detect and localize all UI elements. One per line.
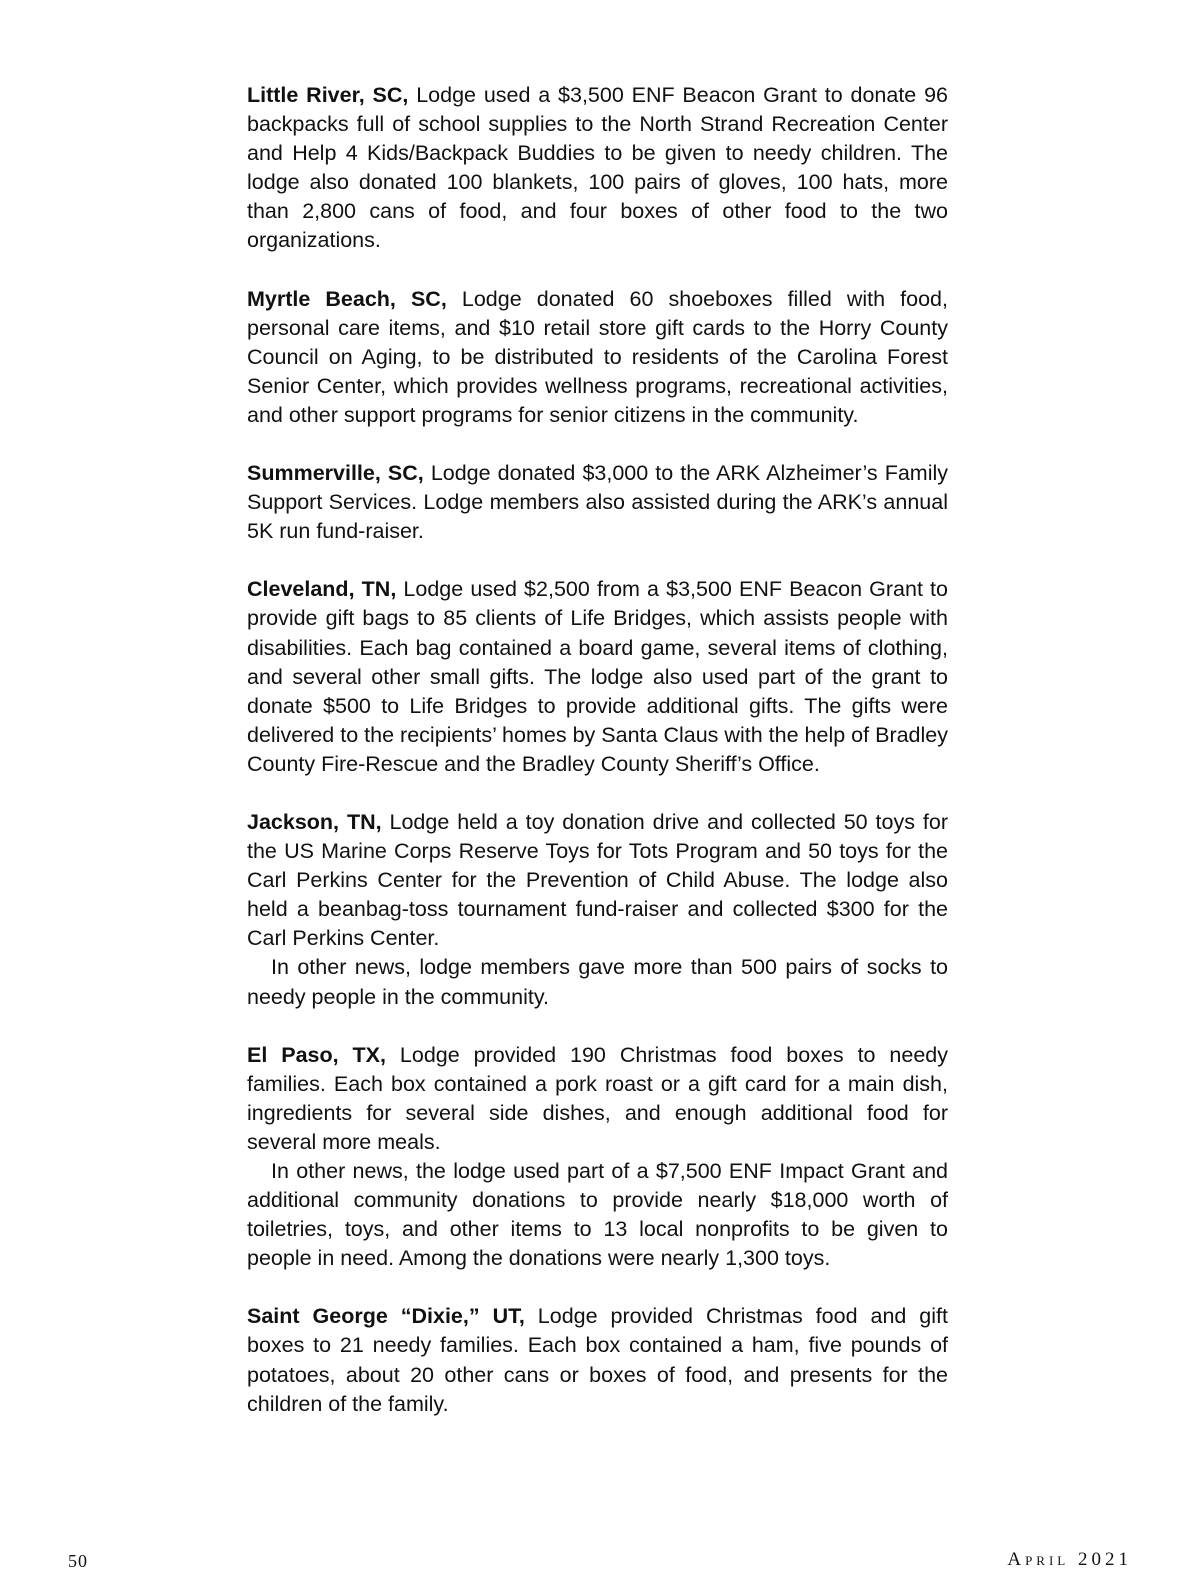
entry-text: Lodge provided Christmas food and gift boxes to 21 needy families. Each box contained a ham, five pounds of potatoes, about 20 other cans or boxes of food, and presents for the children of the family. (247, 1304, 948, 1416)
entry-paragraph-other-news: In other news, the lodge used part of a $7,500 ENF Impact Grant and additional community donations to provide nearly $18,000 worth of toiletries, toys, and other items to 13 local nonprofits to be given to people in need. Among the donations were nearly 1,300 toys. (247, 1159, 948, 1271)
lodge-location: Little River, SC, (247, 83, 409, 107)
lodge-location: Myrtle Beach, SC, (247, 286, 447, 311)
entry-paragraph (247, 575, 948, 779)
entry-paragraph (247, 808, 948, 953)
lodge-location: Cleveland, TN, (247, 577, 397, 602)
lodge-entry-myrtle-beach (247, 285, 948, 430)
entry-text: Lodge provided 190 Christmas food boxes to needy families. Each box contained a pork roast or a gift card for a main dish, ingredients for several side dishes, and enough additional food for several more meals. (247, 1042, 949, 1154)
entry-text: Lodge donated $3,000 to the ARK Alzheimer’s Family Support Services. Lodge members also assisted during the ARK’s annual 5K run fund-raiser. (247, 461, 948, 544)
entry-text: Lodge held a toy donation drive and collected 50 toys for the US Marine Corps Reserve Toys for Tots Program and 50 toys for the Carl Perkins Center for the Prevention of Child Abuse. The lodge also held a beanbag-toss tournament fund-raiser and collected $300 for the Carl Perkins Center. (247, 809, 948, 951)
lodge-entry-cleveland (247, 575, 948, 779)
lodge-entry-el-paso (247, 1041, 948, 1274)
entry-paragraph (247, 285, 948, 430)
lodge-location: Jackson, TN, (247, 809, 382, 834)
entry-paragraph-other-news: In other news, lodge members gave more than 500 pairs of socks to needy people in the community. (247, 955, 948, 1009)
entry-paragraph (247, 81, 948, 256)
lodge-entry-saint-george (247, 1302, 948, 1418)
entry-text: Lodge used a $3,500 ENF Beacon Grant to donate 96 backpacks full of school supplies to the North Strand Recreation Center and Help 4 Kids/Backpack Buddies to be given to needy children. The lodge also donated 100 blankets, 100 pairs of gloves, 100 hats, more than 2,800 cans of food, and four boxes of other food to the two organizations. (247, 83, 948, 253)
entry-paragraph (247, 1302, 948, 1418)
lodge-location: Saint George “Dixie,” UT, (247, 1304, 525, 1329)
entry-text: Lodge used $2,500 from a $3,500 ENF Beacon Grant to provide gift bags to 85 clients of Life Bridges, which assists people with disabilities. Each bag contained a board game, several items of clothing, and several other small gifts. The lodge also used part of the grant to donate $500 to Life Bridges to provide additional gifts. The gifts were delivered to the recipients’ homes by Santa Claus with the help of Bradley County Fire-Rescue and the Bradley County Sheriff’s Office. (247, 577, 948, 776)
entry-text: Lodge donated 60 shoeboxes filled with food, personal care items, and $10 retail store gift cards to the Horry County Council on Aging, to be distributed to residents of the Carolina Forest Senior Center, which provides wellness programs, recreational activities, and other support programs for senior citizens in the community. (247, 286, 948, 427)
lodge-location: Summerville, SC, (247, 461, 424, 486)
lodge-entry-summerville (247, 459, 948, 546)
article-column (247, 81, 948, 1448)
issue-date: April 2021 (1007, 1549, 1132, 1570)
entry-paragraph (247, 1041, 948, 1157)
page-number: 50 (68, 1551, 88, 1571)
lodge-location: El Paso, TX, (247, 1042, 386, 1067)
lodge-entry-jackson (247, 808, 948, 1012)
entry-paragraph (247, 459, 948, 546)
lodge-entry-little-river (247, 81, 948, 256)
